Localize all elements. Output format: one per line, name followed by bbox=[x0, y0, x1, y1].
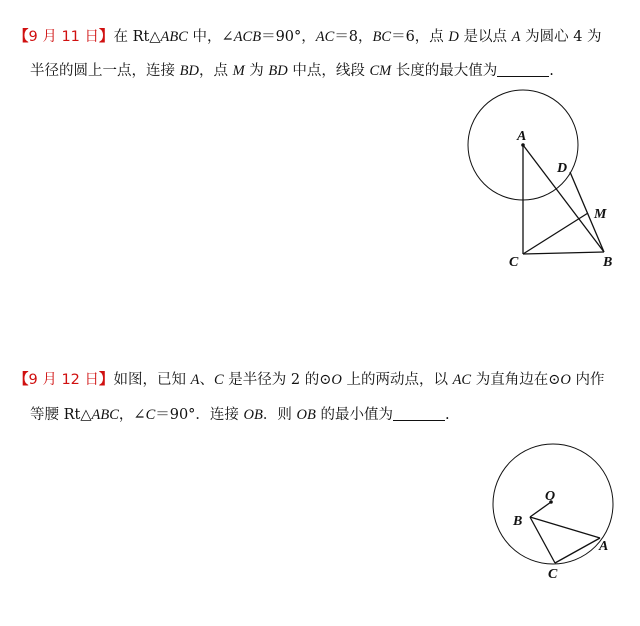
label-a: A bbox=[517, 129, 527, 144]
text-segment: 上的两动点，以 bbox=[341, 372, 453, 388]
math-var: O bbox=[560, 372, 571, 388]
math-var: OB bbox=[296, 407, 316, 423]
text-segment: 中点，线段 bbox=[287, 63, 370, 79]
text-segment: ．则 bbox=[262, 407, 297, 423]
math-var: A bbox=[190, 372, 200, 388]
math-var: BD bbox=[268, 63, 288, 79]
text-segment: 等腰 Rt△ bbox=[30, 407, 92, 423]
segment-cb bbox=[523, 252, 604, 254]
text-segment: ＝90°， bbox=[261, 29, 316, 45]
text-segment: 为直角边在⊙ bbox=[471, 372, 561, 388]
math-var: AC bbox=[452, 372, 472, 388]
text-segment: 为 bbox=[244, 63, 269, 79]
date-bracket-open: 【 bbox=[14, 28, 29, 45]
math-var: A bbox=[511, 29, 521, 45]
text-segment: 是以点 bbox=[458, 29, 512, 45]
math-var: M bbox=[232, 63, 245, 79]
label-c2: C bbox=[548, 567, 558, 582]
label-b2: B bbox=[513, 514, 523, 529]
problem-2-date: 9 月 12 日 bbox=[28, 372, 100, 388]
text-segment: ＝8， bbox=[334, 29, 373, 45]
text-segment: 的最小值为 bbox=[315, 407, 393, 423]
text-segment: 为圆心 4 为 bbox=[520, 29, 602, 45]
label-o: O bbox=[545, 489, 556, 504]
segment-ob bbox=[530, 502, 551, 517]
label-m: M bbox=[594, 207, 607, 222]
text-segment: 半径的圆上一点，连接 bbox=[30, 63, 180, 79]
text-segment: 在 Rt△ bbox=[113, 29, 161, 45]
label-b: B bbox=[603, 255, 613, 270]
math-var: C bbox=[145, 407, 156, 423]
text-segment: ，点 bbox=[198, 63, 233, 79]
math-var: AC bbox=[315, 29, 335, 45]
circle-o bbox=[493, 444, 613, 564]
problem-2-line-2 bbox=[30, 405, 450, 425]
math-var: ABC bbox=[91, 407, 119, 423]
math-var: O bbox=[331, 372, 342, 388]
text-segment: 、 bbox=[199, 372, 214, 388]
text-segment: 是半径为 2 的⊙ bbox=[223, 372, 332, 388]
label-d: D bbox=[557, 161, 568, 176]
text-segment: ，∠ bbox=[118, 407, 146, 423]
answer-blank bbox=[393, 406, 445, 421]
label-c: C bbox=[509, 255, 519, 270]
sentence-end: . bbox=[444, 407, 450, 423]
date-bracket-open: 【 bbox=[14, 371, 29, 388]
text-segment: ＝90°．连接 bbox=[155, 407, 244, 423]
math-var: D bbox=[448, 29, 459, 45]
text-segment: ＝6，点 bbox=[391, 29, 449, 45]
text-segment: 内作 bbox=[570, 372, 605, 388]
date-bracket-close: 】 bbox=[99, 28, 114, 45]
math-var: CM bbox=[369, 63, 392, 79]
math-var: BD bbox=[179, 63, 199, 79]
segment-ba bbox=[530, 517, 600, 538]
math-var: ACB bbox=[233, 29, 262, 45]
date-bracket-close: 】 bbox=[99, 371, 114, 388]
segment-cm bbox=[523, 213, 588, 254]
math-var: C bbox=[213, 372, 224, 388]
label-a2: A bbox=[599, 539, 609, 554]
math-var: BC bbox=[372, 29, 392, 45]
problem-1-date: 9 月 11 日 bbox=[28, 29, 100, 45]
problem-2-line-1 bbox=[14, 370, 604, 390]
text-segment: 如图，已知 bbox=[113, 372, 191, 388]
text-segment: 中，∠ bbox=[187, 29, 234, 45]
sentence-end: . bbox=[549, 63, 554, 79]
text-segment: 长度的最大值为 bbox=[391, 63, 498, 79]
math-var: ABC bbox=[160, 29, 188, 45]
math-var: OB bbox=[243, 407, 263, 423]
